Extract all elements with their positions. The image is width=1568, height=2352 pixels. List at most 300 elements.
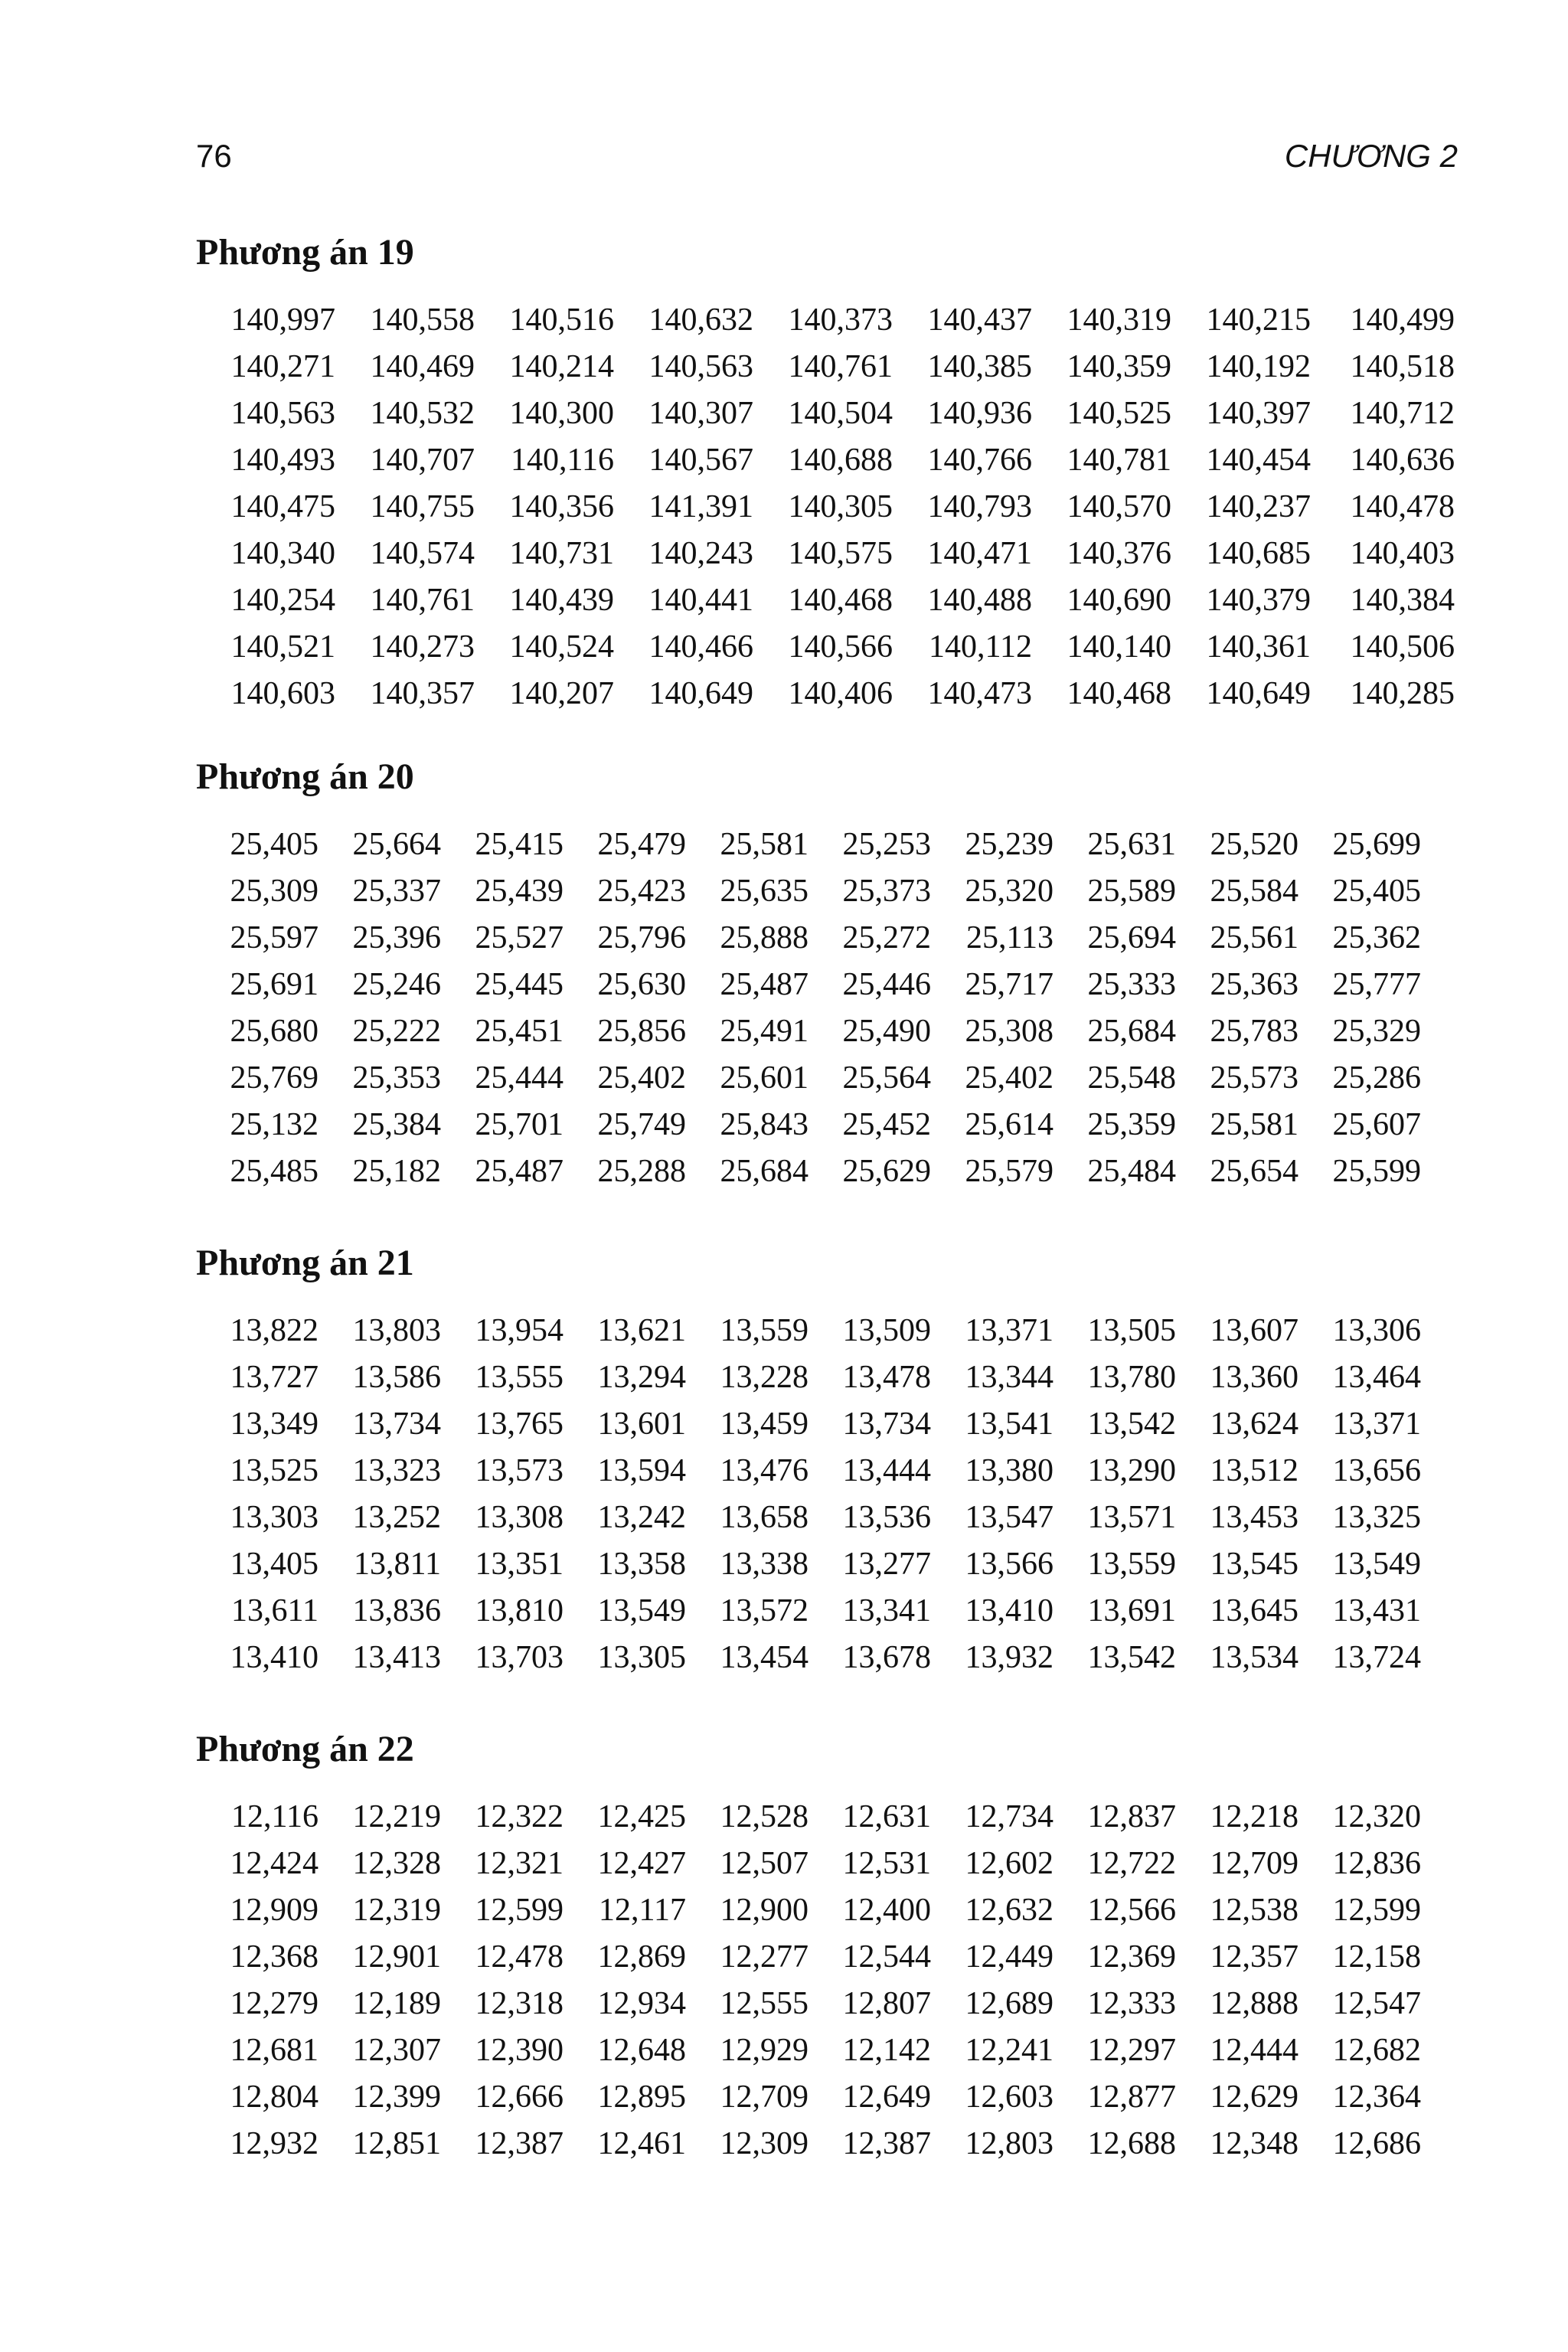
table-cell: 12,932	[230, 2126, 318, 2161]
table-cell: 12,461	[597, 2126, 686, 2161]
table-cell: 140,214	[509, 349, 614, 384]
table-cell: 12,400	[842, 1893, 931, 1928]
table-row	[196, 1354, 1482, 1401]
table-cell: 13,765	[475, 1406, 564, 1442]
table-row	[196, 1148, 1482, 1195]
table-cell: 25,253	[842, 827, 931, 862]
table-cell: 140,454	[1206, 443, 1311, 478]
table-cell: 25,439	[475, 874, 564, 909]
table-cell: 25,561	[1210, 920, 1298, 956]
table-row	[196, 2074, 1482, 2121]
table-cell: 25,684	[1087, 1014, 1176, 1049]
table-cell: 13,810	[475, 1593, 564, 1628]
table-row	[196, 822, 1482, 868]
table-cell: 12,320	[1332, 1799, 1421, 1834]
table-cell: 12,444	[1210, 2033, 1298, 2068]
table-cell: 140,563	[648, 349, 753, 384]
table-cell: 25,353	[352, 1060, 441, 1096]
table-cell: 25,584	[1210, 874, 1298, 909]
table-cell: 12,877	[1087, 2079, 1176, 2115]
table-cell: 13,542	[1087, 1640, 1176, 1675]
table-cell: 12,424	[230, 1846, 318, 1881]
table-cell: 25,491	[720, 1014, 808, 1049]
table-cell: 25,484	[1087, 1154, 1176, 1189]
table-cell: 12,390	[475, 2033, 564, 2068]
table-cell: 13,371	[965, 1313, 1054, 1348]
table-cell: 13,453	[1210, 1500, 1298, 1535]
table-cell: 13,727	[230, 1360, 318, 1395]
table-cell: 13,611	[231, 1593, 318, 1628]
table-cell: 12,599	[1332, 1893, 1421, 1928]
table-cell: 140,254	[230, 583, 335, 618]
table-cell: 12,116	[231, 1799, 318, 1834]
table-cell: 25,337	[352, 874, 441, 909]
table-cell: 12,277	[720, 1939, 808, 1975]
table-cell: 13,405	[230, 1547, 318, 1582]
table-row	[196, 1008, 1482, 1055]
table-cell: 13,780	[1087, 1360, 1176, 1395]
table-row	[196, 1308, 1482, 1354]
table-row	[196, 1401, 1482, 1448]
table-cell: 140,506	[1350, 629, 1455, 665]
table-cell: 12,425	[597, 1799, 686, 1834]
table-cell: 140,468	[788, 583, 893, 618]
table-cell: 25,597	[230, 920, 318, 956]
table-cell: 13,836	[352, 1593, 441, 1628]
section-title: Phương án 21	[196, 1243, 414, 1283]
table-cell: 12,369	[1087, 1939, 1176, 1975]
table-cell: 25,527	[475, 920, 564, 956]
table-cell: 12,547	[1332, 1986, 1421, 2021]
table-cell: 12,507	[720, 1846, 808, 1881]
table-row	[196, 2121, 1482, 2167]
table-cell: 25,783	[1210, 1014, 1298, 1049]
table-cell: 140,192	[1206, 349, 1311, 384]
table-cell: 140,356	[509, 489, 614, 524]
table-cell: 12,368	[230, 1939, 318, 1975]
table-row	[196, 1841, 1482, 1887]
table-cell: 25,548	[1087, 1060, 1176, 1096]
table-cell: 12,900	[720, 1893, 808, 1928]
table-cell: 13,549	[597, 1593, 686, 1628]
table-row	[196, 1055, 1482, 1102]
table-cell: 25,132	[230, 1107, 318, 1142]
table-cell: 140,379	[1206, 583, 1311, 618]
table-cell: 13,954	[475, 1313, 564, 1348]
table-cell: 140,563	[230, 396, 335, 431]
table-cell: 25,573	[1210, 1060, 1298, 1096]
table-cell: 13,344	[965, 1360, 1054, 1395]
table-cell: 140,116	[511, 443, 614, 478]
table-cell: 13,645	[1210, 1593, 1298, 1628]
table-cell: 12,328	[352, 1846, 441, 1881]
table-cell: 12,478	[475, 1939, 564, 1975]
table-cell: 25,333	[1087, 967, 1176, 1002]
table-cell: 13,410	[965, 1593, 1054, 1628]
table-cell: 13,656	[1332, 1453, 1421, 1488]
table-cell: 12,689	[965, 1986, 1054, 2021]
table-cell: 140,649	[648, 676, 753, 711]
table-cell: 25,564	[842, 1060, 931, 1096]
table-cell: 25,452	[842, 1107, 931, 1142]
table-cell: 13,621	[597, 1313, 686, 1348]
table-cell: 25,396	[352, 920, 441, 956]
table-cell: 140,570	[1067, 489, 1171, 524]
table-cell: 140,466	[648, 629, 753, 665]
table-row	[196, 1541, 1482, 1588]
table-cell: 13,572	[720, 1593, 808, 1628]
table-cell: 25,843	[720, 1107, 808, 1142]
table-cell: 12,555	[720, 1986, 808, 2021]
table-cell: 13,571	[1087, 1500, 1176, 1535]
table-cell: 12,538	[1210, 1893, 1298, 1928]
table-cell: 13,338	[720, 1547, 808, 1582]
table-cell: 13,323	[352, 1453, 441, 1488]
table-cell: 25,699	[1332, 827, 1421, 862]
table-cell: 25,446	[842, 967, 931, 1002]
table-cell: 12,189	[352, 1986, 441, 2021]
table-cell: 13,534	[1210, 1640, 1298, 1675]
page-number: 76	[196, 138, 232, 174]
table-cell: 12,427	[597, 1846, 686, 1881]
table-cell: 140,567	[648, 443, 753, 478]
table-cell: 25,579	[965, 1154, 1054, 1189]
table-cell: 140,690	[1067, 583, 1171, 618]
table-cell: 12,333	[1087, 1986, 1176, 2021]
table-cell: 140,475	[230, 489, 335, 524]
table-cell: 13,505	[1087, 1313, 1176, 1348]
table-cell: 140,518	[1350, 349, 1455, 384]
table-cell: 12,318	[475, 1986, 564, 2021]
table-cell: 12,566	[1087, 1893, 1176, 1928]
table-cell: 13,349	[230, 1406, 318, 1442]
table-row	[196, 1102, 1482, 1148]
table-cell: 140,997	[230, 302, 335, 338]
table-cell: 25,182	[352, 1154, 441, 1189]
table-row	[196, 484, 1482, 531]
table-cell: 140,376	[1067, 536, 1171, 571]
table-cell: 13,431	[1332, 1593, 1421, 1628]
table-cell: 140,319	[1067, 302, 1171, 338]
table-cell: 25,402	[965, 1060, 1054, 1096]
table-cell: 13,724	[1332, 1640, 1421, 1675]
table-cell: 140,305	[788, 489, 893, 524]
table-cell: 12,803	[965, 2126, 1054, 2161]
section-phuong-an-20	[196, 754, 1482, 1195]
table-cell: 13,410	[230, 1640, 318, 1675]
table-cell: 13,228	[720, 1360, 808, 1395]
table-cell: 12,531	[842, 1846, 931, 1881]
table-cell: 25,717	[965, 967, 1054, 1002]
table-cell: 140,781	[1067, 443, 1171, 478]
table-cell: 12,142	[842, 2033, 931, 2068]
table-cell: 140,761	[788, 349, 893, 384]
table-cell: 12,387	[842, 2126, 931, 2161]
table-cell: 13,478	[842, 1360, 931, 1395]
table-cell: 12,836	[1332, 1846, 1421, 1881]
table-cell: 12,895	[597, 2079, 686, 2115]
table-cell: 12,666	[475, 2079, 564, 2115]
table-cell: 25,246	[352, 967, 441, 1002]
table-cell: 25,479	[597, 827, 686, 862]
table-cell: 140,755	[370, 489, 475, 524]
table-cell: 13,294	[597, 1360, 686, 1395]
table-cell: 13,932	[965, 1640, 1054, 1675]
table-cell: 13,464	[1332, 1360, 1421, 1395]
table-cell: 140,397	[1206, 396, 1311, 431]
table-cell: 12,804	[230, 2079, 318, 2115]
table-cell: 140,300	[509, 396, 614, 431]
table-cell: 25,581	[1210, 1107, 1298, 1142]
data-grid	[196, 297, 1482, 717]
table-cell: 13,734	[352, 1406, 441, 1442]
table-cell: 140,636	[1350, 443, 1455, 478]
table-cell: 12,648	[597, 2033, 686, 2068]
table-cell: 140,361	[1206, 629, 1311, 665]
table-cell: 25,664	[352, 827, 441, 862]
table-cell: 13,308	[475, 1500, 564, 1535]
table-cell: 13,413	[352, 1640, 441, 1675]
table-cell: 140,493	[230, 443, 335, 478]
table-cell: 140,243	[648, 536, 753, 571]
table-cell: 13,305	[597, 1640, 686, 1675]
table-cell: 13,351	[475, 1547, 564, 1582]
table-cell: 12,241	[965, 2033, 1054, 2068]
table-cell: 25,635	[720, 874, 808, 909]
table-cell: 25,888	[720, 920, 808, 956]
table-cell: 13,303	[230, 1500, 318, 1535]
table-cell: 140,558	[370, 302, 475, 338]
table-cell: 13,559	[720, 1313, 808, 1348]
table-cell: 12,734	[965, 1799, 1054, 1834]
table-row	[196, 1635, 1482, 1681]
table-cell: 12,528	[720, 1799, 808, 1834]
table-cell: 12,934	[597, 1986, 686, 2021]
table-cell: 13,525	[230, 1453, 318, 1488]
table-cell: 140,566	[788, 629, 893, 665]
table-row	[196, 624, 1482, 671]
section-title: Phương án 19	[196, 232, 414, 273]
table-cell: 141,391	[648, 489, 753, 524]
data-grid	[196, 822, 1482, 1195]
table-cell: 140,532	[370, 396, 475, 431]
table-cell: 140,273	[370, 629, 475, 665]
table-cell: 140,632	[648, 302, 753, 338]
table-row	[196, 437, 1482, 484]
table-cell: 13,586	[352, 1360, 441, 1395]
table-cell: 25,373	[842, 874, 931, 909]
table-cell: 13,822	[230, 1313, 318, 1348]
table-cell: 25,384	[352, 1107, 441, 1142]
table-cell: 140,207	[509, 676, 614, 711]
table-cell: 13,703	[475, 1640, 564, 1675]
table-cell: 12,682	[1332, 2033, 1421, 2068]
table-cell: 25,487	[475, 1154, 564, 1189]
table-cell: 12,722	[1087, 1846, 1176, 1881]
data-grid	[196, 1308, 1482, 1681]
table-row	[196, 344, 1482, 390]
table-cell: 25,402	[597, 1060, 686, 1096]
table-cell: 12,297	[1087, 2033, 1176, 2068]
table-row	[196, 868, 1482, 915]
table-cell: 140,478	[1350, 489, 1455, 524]
table-cell: 25,630	[597, 967, 686, 1002]
table-cell: 12,888	[1210, 1986, 1298, 2021]
table-cell: 25,680	[230, 1014, 318, 1049]
table-cell: 25,286	[1332, 1060, 1421, 1096]
table-cell: 12,117	[599, 1893, 686, 1928]
table-cell: 13,601	[597, 1406, 686, 1442]
chapter-heading: CHƯƠNG 2	[1284, 138, 1458, 174]
table-cell: 12,631	[842, 1799, 931, 1834]
table-cell: 140,731	[509, 536, 614, 571]
table-cell: 13,325	[1332, 1500, 1421, 1535]
table-cell: 25,601	[720, 1060, 808, 1096]
table-cell: 25,485	[230, 1154, 318, 1189]
table-cell: 140,761	[370, 583, 475, 618]
table-cell: 12,307	[352, 2033, 441, 2068]
table-cell: 140,504	[788, 396, 893, 431]
table-cell: 12,851	[352, 2126, 441, 2161]
table-cell: 25,490	[842, 1014, 931, 1049]
table-cell: 140,649	[1206, 676, 1311, 711]
table-cell: 140,359	[1067, 349, 1171, 384]
table-cell: 140,340	[230, 536, 335, 571]
table-cell: 140,793	[927, 489, 1032, 524]
table-cell: 13,555	[475, 1360, 564, 1395]
table-cell: 12,901	[352, 1939, 441, 1975]
table-cell: 13,252	[352, 1500, 441, 1535]
table-cell: 12,929	[720, 2033, 808, 2068]
section-phuong-an-19	[196, 230, 1482, 717]
table-cell: 140,521	[230, 629, 335, 665]
table-cell: 13,290	[1087, 1453, 1176, 1488]
table-cell: 12,709	[1210, 1846, 1298, 1881]
table-cell: 140,936	[927, 396, 1032, 431]
table-cell: 13,734	[842, 1406, 931, 1442]
table-cell: 25,415	[475, 827, 564, 862]
table-cell: 12,364	[1332, 2079, 1421, 2115]
table-cell: 140,707	[370, 443, 475, 478]
table-cell: 13,559	[1087, 1547, 1176, 1582]
table-cell: 140,215	[1206, 302, 1311, 338]
section-title: Phương án 22	[196, 1729, 414, 1769]
table-cell: 12,688	[1087, 2126, 1176, 2161]
table-cell: 25,607	[1332, 1107, 1421, 1142]
table-cell: 140,525	[1067, 396, 1171, 431]
table-cell: 13,536	[842, 1500, 931, 1535]
table-row	[196, 1981, 1482, 2027]
table-cell: 13,242	[597, 1500, 686, 1535]
table-cell: 13,380	[965, 1453, 1054, 1488]
table-cell: 25,487	[720, 967, 808, 1002]
table-cell: 13,811	[354, 1547, 441, 1582]
table-cell: 12,348	[1210, 2126, 1298, 2161]
table-cell: 140,285	[1350, 676, 1455, 711]
table-cell: 25,272	[842, 920, 931, 956]
table-cell: 25,423	[597, 874, 686, 909]
table-row	[196, 1934, 1482, 1981]
table-cell: 25,288	[597, 1154, 686, 1189]
table-cell: 25,405	[230, 827, 318, 862]
table-cell: 12,218	[1210, 1799, 1298, 1834]
table-cell: 12,807	[842, 1986, 931, 2021]
table-cell: 25,309	[230, 874, 318, 909]
table-cell: 12,837	[1087, 1799, 1176, 1834]
table-row	[196, 2027, 1482, 2074]
table-cell: 140,439	[509, 583, 614, 618]
table-cell: 13,371	[1332, 1406, 1421, 1442]
table-row	[196, 531, 1482, 577]
table-cell: 12,909	[230, 1893, 318, 1928]
table-cell: 140,403	[1350, 536, 1455, 571]
table-cell: 25,445	[475, 967, 564, 1002]
table-cell: 140,112	[929, 629, 1032, 665]
table-cell: 140,307	[648, 396, 753, 431]
table-cell: 13,459	[720, 1406, 808, 1442]
table-cell: 13,512	[1210, 1453, 1298, 1488]
table-cell: 140,516	[509, 302, 614, 338]
table-cell: 13,541	[965, 1406, 1054, 1442]
table-cell: 140,373	[788, 302, 893, 338]
table-cell: 25,777	[1332, 967, 1421, 1002]
table-cell: 140,237	[1206, 489, 1311, 524]
table-cell: 140,499	[1350, 302, 1455, 338]
table-cell: 12,686	[1332, 2126, 1421, 2161]
data-grid	[196, 1794, 1482, 2167]
table-cell: 25,308	[965, 1014, 1054, 1049]
table-cell: 13,444	[842, 1453, 931, 1488]
table-cell: 12,603	[965, 2079, 1054, 2115]
table-cell: 25,444	[475, 1060, 564, 1096]
table-cell: 140,406	[788, 676, 893, 711]
table-cell: 140,473	[927, 676, 1032, 711]
table-cell: 13,545	[1210, 1547, 1298, 1582]
table-cell: 140,385	[927, 349, 1032, 384]
table-cell: 13,624	[1210, 1406, 1298, 1442]
table-cell: 25,769	[230, 1060, 318, 1096]
table-cell: 12,357	[1210, 1939, 1298, 1975]
table-cell: 140,766	[927, 443, 1032, 478]
table-cell: 12,544	[842, 1939, 931, 1975]
table-cell: 13,454	[720, 1640, 808, 1675]
table-cell: 12,279	[230, 1986, 318, 2021]
table-row	[196, 671, 1482, 717]
table-cell: 140,441	[648, 583, 753, 618]
table-row	[196, 915, 1482, 962]
table-cell: 13,573	[475, 1453, 564, 1488]
table-cell: 25,749	[597, 1107, 686, 1142]
table-cell: 12,602	[965, 1846, 1054, 1881]
table-cell: 140,384	[1350, 583, 1455, 618]
table-cell: 25,405	[1332, 874, 1421, 909]
table-cell: 12,319	[352, 1893, 441, 1928]
table-cell: 140,688	[788, 443, 893, 478]
table-cell: 13,594	[597, 1453, 686, 1488]
table-cell: 13,566	[965, 1547, 1054, 1582]
table-cell: 140,437	[927, 302, 1032, 338]
table-cell: 140,140	[1067, 629, 1171, 665]
table-cell: 25,362	[1332, 920, 1421, 956]
table-row	[196, 1588, 1482, 1635]
table-cell: 140,488	[927, 583, 1032, 618]
table-cell: 140,357	[370, 676, 475, 711]
table-cell: 12,387	[475, 2126, 564, 2161]
table-cell: 13,306	[1332, 1313, 1421, 1348]
table-cell: 25,684	[720, 1154, 808, 1189]
table-cell: 140,469	[370, 349, 475, 384]
table-row	[196, 1887, 1482, 1934]
